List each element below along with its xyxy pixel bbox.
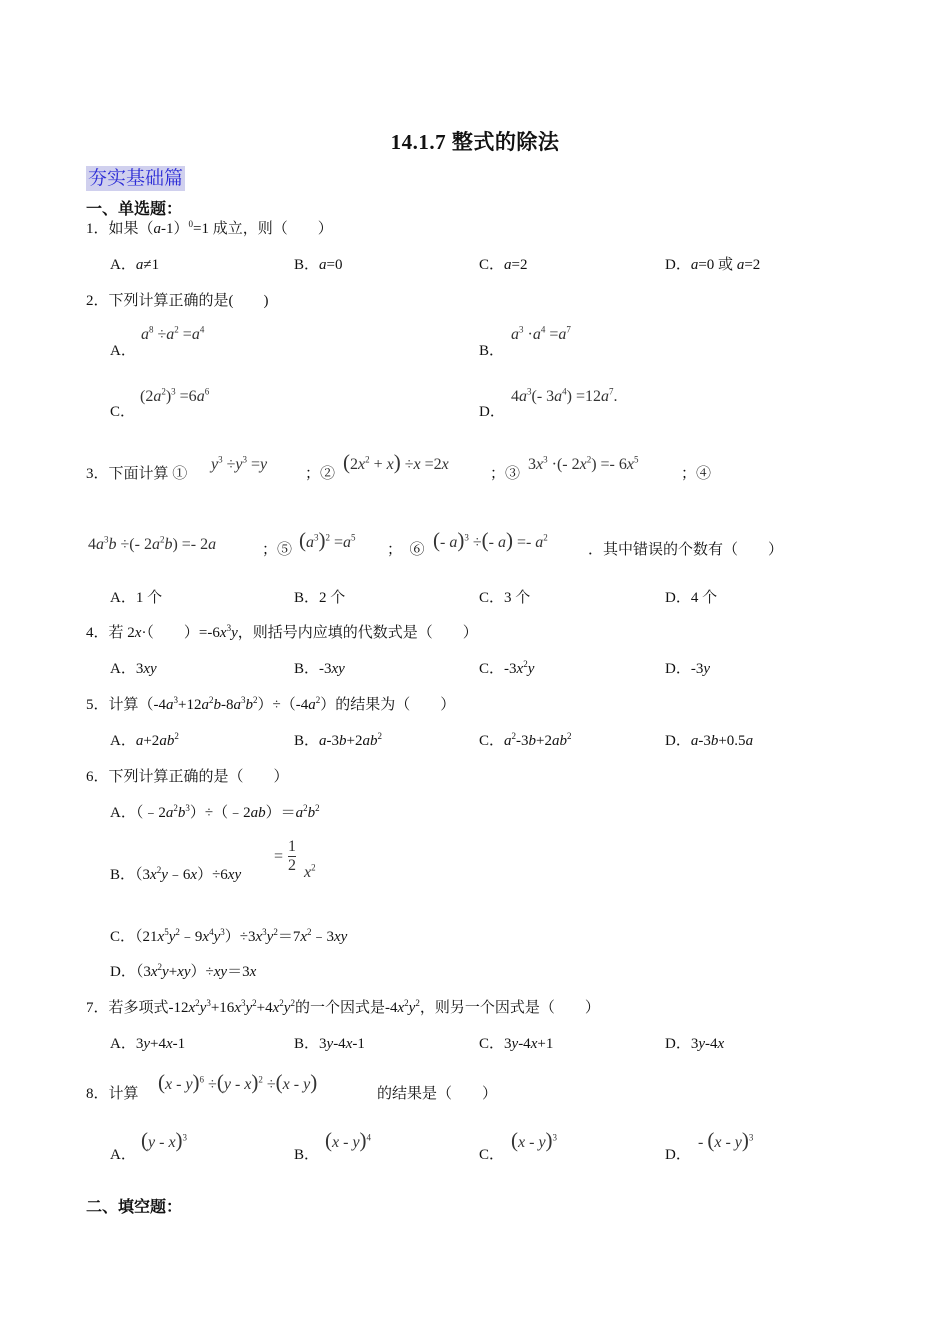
question-3-formula-1: $y^3 \div y^3 =y$ <box>211 454 268 473</box>
question-2-option-c-formula: $(2a^2)^3 =6a^6$ <box>140 386 210 405</box>
question-5-option-c[interactable]: C．$a^2-3b+2ab^2$ <box>479 731 572 749</box>
question-1-option-d[interactable]: D．a=0 或 a=2 <box>665 257 761 273</box>
question-7-option-b[interactable]: B．3y-4x-1 <box>294 1036 365 1052</box>
question-7-stem: 7．若多项式$-12x^2y^3+16x^3y^2+4x^2y^2$的一个因式是$-4x^2y^2$，则另一个因式是（ ） <box>86 998 600 1016</box>
question-7-option-a[interactable]: A．3y+4x-1 <box>110 1036 186 1052</box>
question-2-option-b-formula: $a^3 \cdot a^4 =a^7$ <box>511 324 571 343</box>
question-7-option-d[interactable]: D．3y-4x <box>665 1036 725 1052</box>
question-3-option-b[interactable]: B．2 个 <box>294 590 346 606</box>
question-8-option-d-label[interactable]: D． <box>665 1147 691 1163</box>
question-5-option-d[interactable]: D．a-3b+0.5a <box>665 733 754 749</box>
question-1-option-b[interactable]: B．a=0 <box>294 257 343 273</box>
question-8-option-c-label[interactable]: C． <box>479 1147 505 1163</box>
document-page: 14.1.7 整式的除法 夯实基础篇 一、单选题： 1．如果$(a-1)^0=1$ 成立，则（ ） A．a≠1 B．a=0 C．a=2 D．a=0 或 a=2 2．下列计算正确的是( ) A． $a^8 \div a^2 =a^4$ B． $a^3 \cdot a^4 =a^7$ C． $(2a^2)^3 =6a^6$ D． $4a^3(-$ $3a^4) =12a^7$. 3．下面计算 ① $y^3 \div y^3 =y$ ；② $(2x^2 + x) \div x =2x$ ；③ $3x^3$ ·(- $2x^2) =- 6x^5$ ；④ $4a^3b$ ÷(- $2a^2b) =- 2a$ ；⑤ $(a^3)^2 =a^5$ ； ⑥ (- a)$^3$ ÷(- $a) =- a^2$ ．其中错误的个数有（ ） A．1 个 B．2 个 C．3 个 D．4 个 4．若 2x·（ ）$=-6x^3y$，则括号内应填的代数式是（ ） A．3xy B．-3xy C．$-3x^2y$ D．-3y 5．计算$(-4a^3+12a^2b-8a^3b^2)\div(-4a^2)$的结果为（ ） A．$a+2ab^2$ B．$a-3b+2ab^2$ C．$a^2-3b+2ab^2$ D．a-3b+0.5a 6．下列计算正确的是（ ） A．$(﹣2a^2b^3)\div(﹣2ab)=a^2b^2$ B．$(3x^2y﹣6x)\div 6xy$ = $\frac{1}{2}$ $x^2$ C．$(21x^5y^2﹣9x^4y^3)\div 3x^3y^2=7x^2﹣3xy$ D．$(3x^2y+xy)\div xy=3x$ 7．若多项式$-12x^2y^3+16x^3y^2+4x^2y^2$的一个因式是$-4x^2y^2$，则另一个因式是（ ） A．3y+4x-1 B．3y-4x-1 C．3y-4x+1 D．3y-4x 8．计算 (x - y)$^6$ ÷(y - x)$^2$ ÷(x - y) 的结果是（ ） A． (y - x)$^3$ B． (x - y)$^4$ C． (x - y)$^3$ D． - (x - y)$^3$ 二、填空题： <box>0 0 950 1344</box>
question-2-option-d-label[interactable]: D． <box>479 404 505 420</box>
question-3-formula-3: $3x^3$ ·(- $2x^2) =- 6x^5$ <box>528 454 639 473</box>
question-2-option-c-label[interactable]: C． <box>110 404 136 420</box>
question-3-option-d[interactable]: D．4 个 <box>665 590 718 606</box>
question-3-stem-end: ．其中错误的个数有（ ） <box>588 542 784 558</box>
question-5-stem: 5．计算$(-4a^3+12a^2b-8a^3b^2)\div(-4a^2)$的结果为（ ） <box>86 695 456 713</box>
question-4-option-c[interactable]: C．$-3x^2y$ <box>479 659 535 677</box>
question-8-option-c-formula: (x - y)$^3$ <box>511 1128 558 1152</box>
question-2-option-b-label[interactable]: B． <box>479 343 505 359</box>
section-tag: 夯实基础篇 <box>88 167 184 189</box>
question-3-option-a[interactable]: A．1 个 <box>110 590 163 606</box>
question-6-stem: 6．下列计算正确的是（ ） <box>86 769 289 785</box>
question-4-option-d[interactable]: D．-3y <box>665 661 710 677</box>
question-3-formula-2: $(2x^2 + x) \div x =2x$ <box>343 450 449 474</box>
question-5-option-a[interactable]: A．$a+2ab^2$ <box>110 731 179 749</box>
question-2-option-a-label[interactable]: A． <box>110 343 136 359</box>
question-3-separator-2: ；② <box>305 466 336 482</box>
question-1-option-c[interactable]: C．a=2 <box>479 257 528 273</box>
part2-heading: 二、填空题： <box>86 1197 183 1216</box>
question-8-option-a-formula: (y - x)$^3$ <box>141 1128 188 1152</box>
question-6-option-b-label[interactable]: B．$(3x^2y﹣6x)\div 6xy$ <box>110 865 242 883</box>
question-8-stem-start: 8．计算 <box>86 1086 139 1102</box>
question-8-option-b-formula: (x - y)$^4$ <box>325 1128 372 1152</box>
question-3-formula-6: (- a)$^3$ ÷(- $a) =- a^2$ <box>433 528 548 552</box>
question-8-option-a-label[interactable]: A． <box>110 1147 136 1163</box>
part1-heading: 一、单选题： <box>86 199 183 218</box>
question-4-option-a[interactable]: A．3xy <box>110 661 157 677</box>
question-2-stem: 2．下列计算正确的是( ) <box>86 293 269 309</box>
question-3-separator-6: ； ⑥ <box>387 542 425 558</box>
question-8-formula: (x - y)$^6$ ÷(y - x)$^2$ ÷(x - y) <box>158 1070 318 1094</box>
question-2-option-a-formula: $a^8 \div a^2 =a^4$ <box>141 324 205 343</box>
question-5-option-b[interactable]: B．$a-3b+2ab^2$ <box>294 731 382 749</box>
question-7-option-c[interactable]: C．3y-4x+1 <box>479 1036 554 1052</box>
question-3-formula-4: $4a^3b$ ÷(- $2a^2b) =- 2a$ <box>88 534 217 553</box>
question-1-stem: 1．如果$(a-1)^0=1$ 成立，则（ ） <box>86 219 333 237</box>
question-4-option-b[interactable]: B．-3xy <box>294 661 345 677</box>
question-3-separator-5: ；⑤ <box>262 542 293 558</box>
question-8-option-d-formula: - (x - y)$^3$ <box>698 1128 754 1152</box>
question-3-stem-start: 3．下面计算 ① <box>86 466 188 482</box>
question-3-option-c[interactable]: C．3 个 <box>479 590 531 606</box>
question-8-option-b-label[interactable]: B． <box>294 1147 320 1163</box>
question-6-option-d[interactable]: D．$(3x^2y+xy)\div xy=3x$ <box>110 962 257 980</box>
question-1-option-a[interactable]: A．a≠1 <box>110 257 160 273</box>
question-4-stem: 4．若 2x·（ ）$=-6x^3y$，则括号内应填的代数式是（ ） <box>86 623 478 641</box>
question-6-option-c[interactable]: C．$(21x^5y^2﹣9x^4y^3)\div 3x^3y^2=7x^2﹣3xy$ <box>110 927 348 945</box>
question-3-separator-3: ；③ <box>490 466 521 482</box>
question-8-stem-end: 的结果是（ ） <box>377 1086 498 1102</box>
question-3-separator-4: ；④ <box>681 466 712 482</box>
page-title: 14.1.7 整式的除法 <box>390 130 560 154</box>
question-3-formula-5: $(a^3)^2 =a^5$ <box>299 528 356 552</box>
question-2-option-d-formula: $4a^3(-$ $3a^4) =12a^7$. <box>511 386 618 405</box>
question-6-option-a[interactable]: A．$(﹣2a^2b^3)\div(﹣2ab)=a^2b^2$ <box>110 803 320 821</box>
